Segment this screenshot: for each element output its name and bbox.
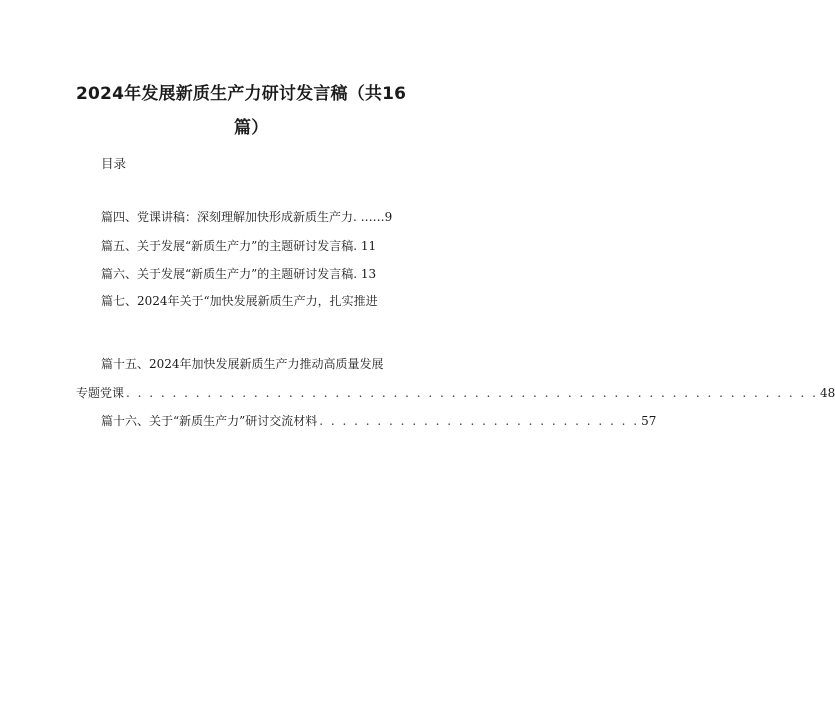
toc-page-number: 57 xyxy=(641,414,657,428)
toc-page-number: 48 xyxy=(819,386,835,400)
toc-entry[interactable]: 篇七、2024年关于“加快发展新质生产力，扎实推进 xyxy=(101,294,378,308)
toc-entry-text: 专题党课 xyxy=(76,386,125,400)
toc-entry[interactable]: 篇六、关于发展“新质生产力”的主题研讨发言稿. 13 xyxy=(101,267,377,281)
toc-entry[interactable]: 篇四、党课讲稿：深刻理解加快形成新质生产力. ……9 xyxy=(101,210,393,224)
toc-entry[interactable]: 篇十五、2024年加快发展新质生产力推动高质量发展 xyxy=(101,357,384,371)
document-title-line-1: 2024年发展新质生产力研讨发言稿（共16 xyxy=(76,84,407,104)
toc-leader-dots: . . . . . . . . . . . . . . . . . . . . . . . . . . . . xyxy=(319,414,640,428)
toc-entry[interactable] xyxy=(76,385,835,401)
toc-leader-dots: . . . . . . . . . . . . . . . . . . . . . . . . . . . . . . . . . . . . . . . . . . . . . . . . . . . . . . . . . . . . xyxy=(126,386,818,400)
toc-heading: 目录 xyxy=(101,156,127,171)
document-title-line-2: 篇） xyxy=(234,118,269,138)
toc-entry[interactable] xyxy=(101,413,657,429)
toc-entry-text: 篇十六、关于“新质生产力”研讨交流材料 xyxy=(101,414,318,428)
toc-entry[interactable]: 篇五、关于发展“新质生产力”的主题研讨发言稿. 11 xyxy=(101,239,377,253)
